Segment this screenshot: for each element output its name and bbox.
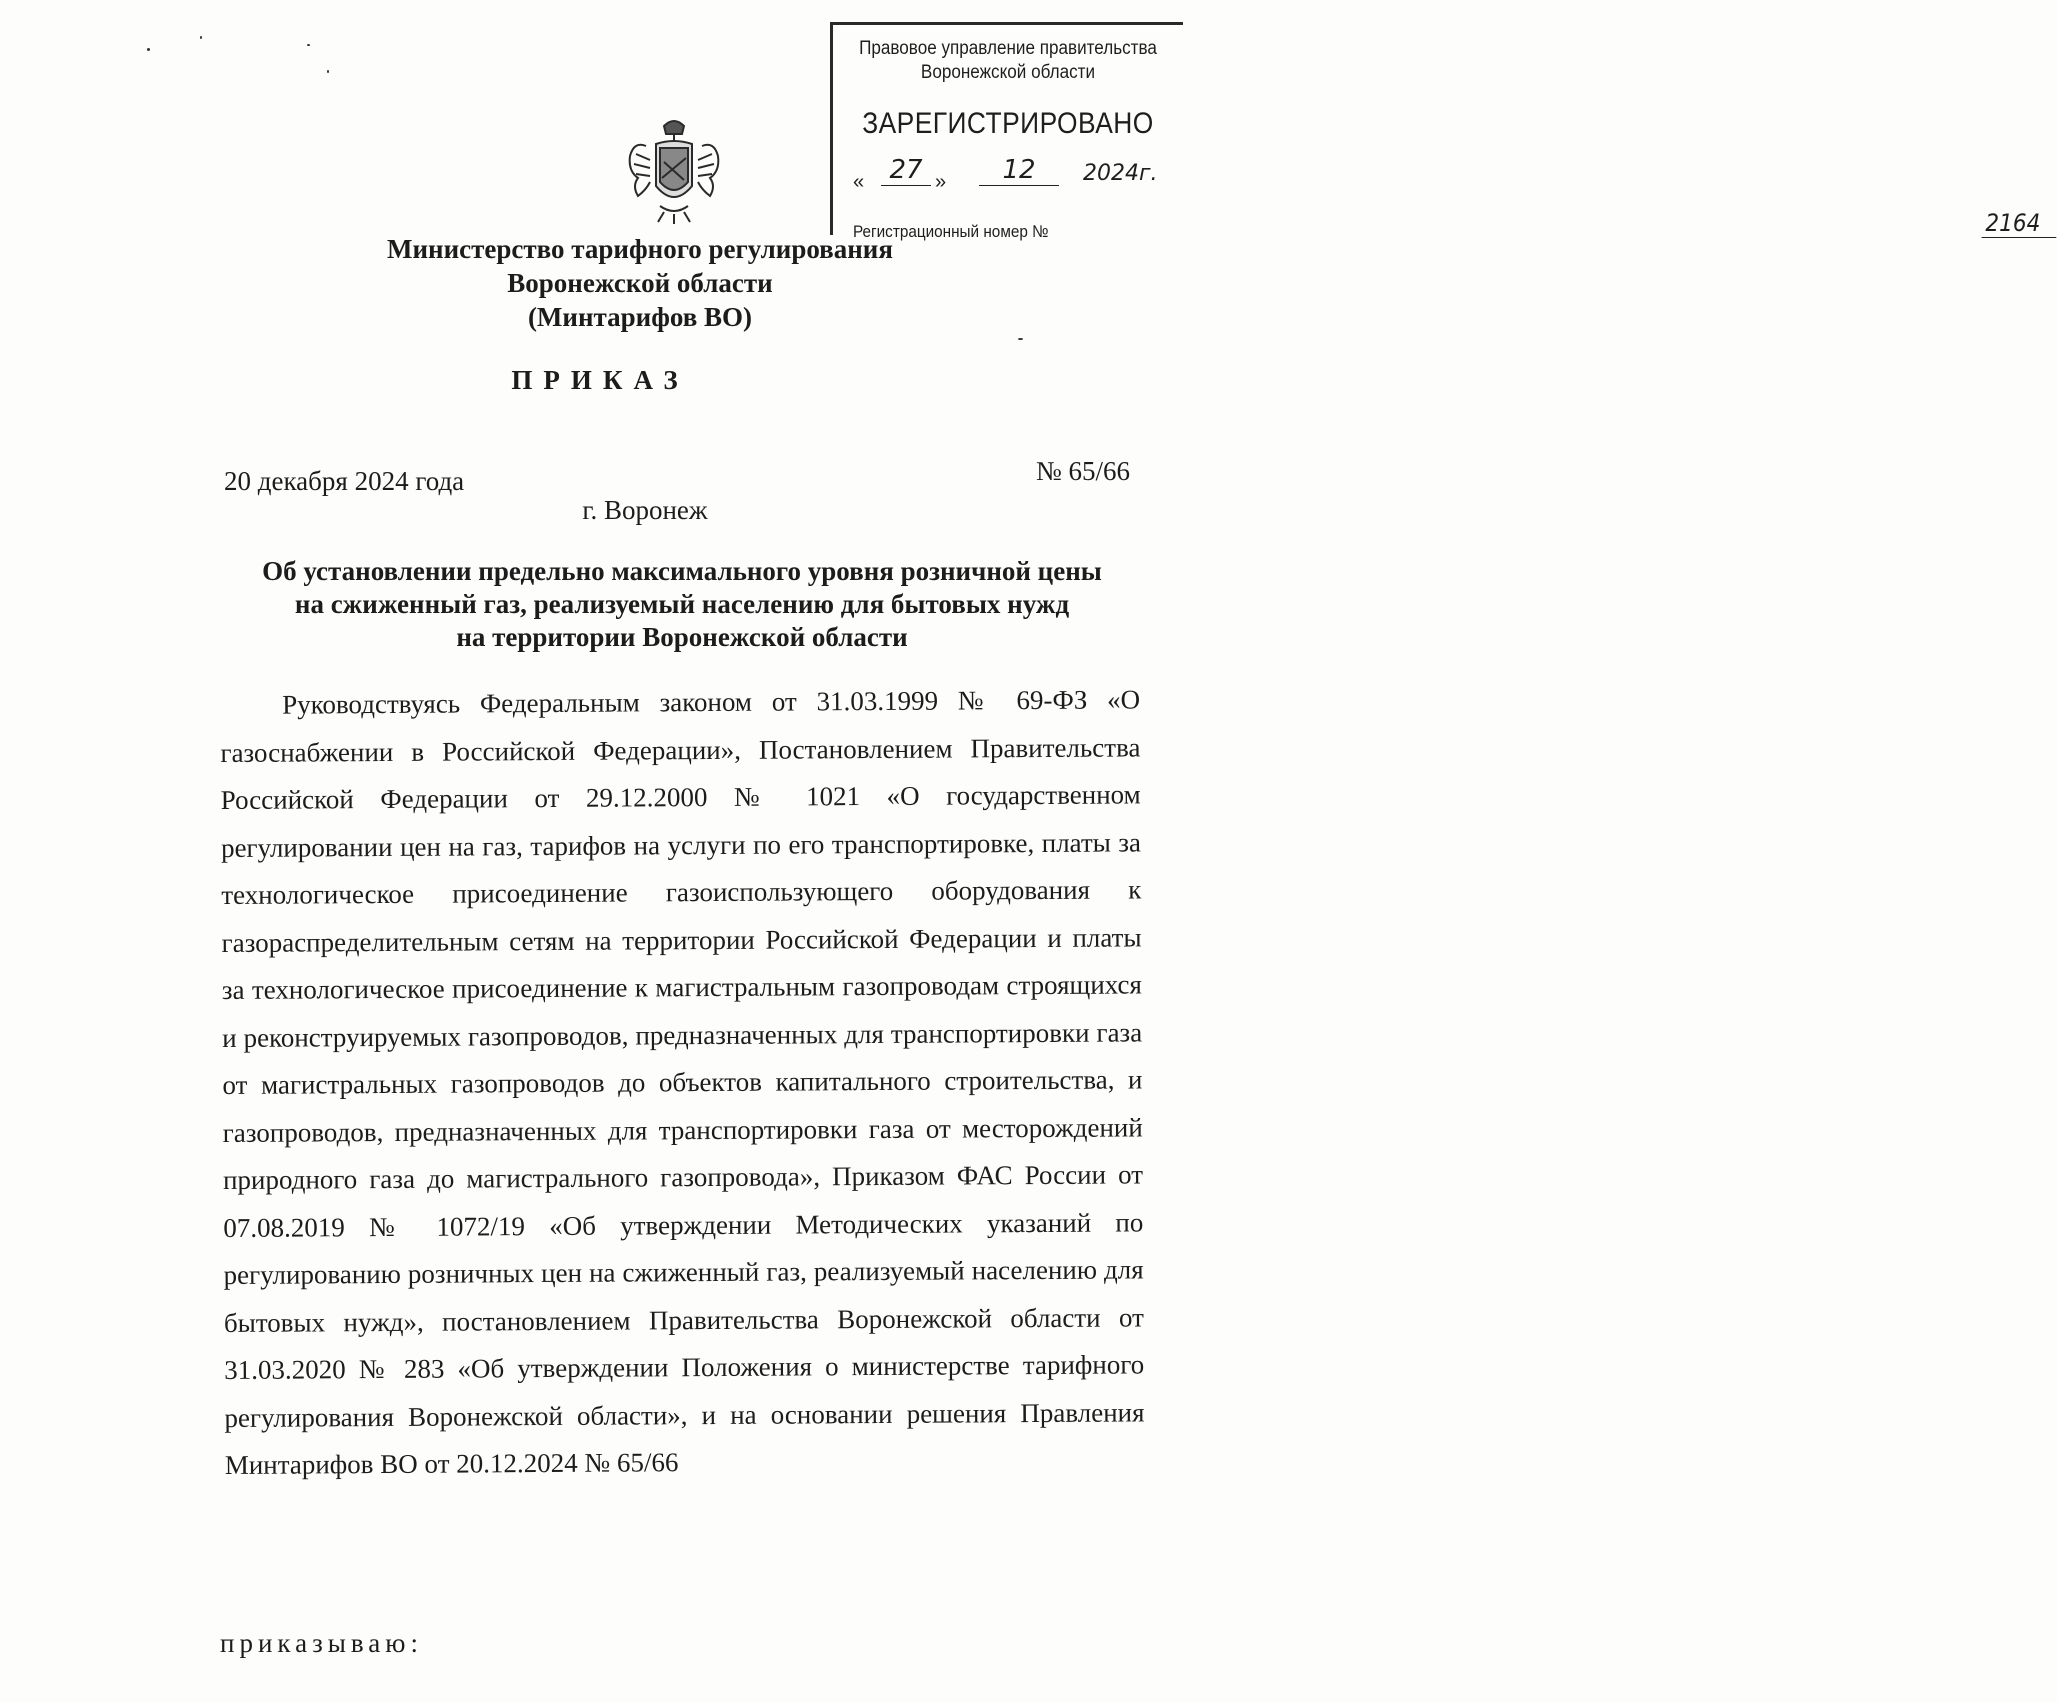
stamp-year-suffix: 24 (1111, 161, 1139, 186)
stamp-date (853, 155, 1173, 195)
registration-stamp (830, 22, 2041, 241)
stamp-quote-close: » (935, 171, 947, 193)
stamp-year (1083, 161, 1158, 186)
stamp-department: Правовое управление правительства (859, 38, 1157, 59)
scan-speck (147, 48, 150, 51)
stamp-day: 27 (881, 155, 931, 186)
organization-name (380, 232, 900, 334)
document-city: г. Воронеж (582, 495, 708, 525)
stamp-regno-value: 2164 (1982, 209, 2057, 238)
document-type: ПРИКАЗ (511, 365, 689, 395)
scan-speck (327, 70, 329, 73)
scan-speck (1018, 338, 1023, 340)
stamp-year-prefix: 20 (1083, 161, 1111, 186)
stamp-registered: ЗАРЕГИСТРИРОВАНО (862, 107, 1154, 140)
scan-speck (200, 36, 202, 39)
heading-line-2: на сжиженный газ, реализуемый населению для бытовых нужд (294, 589, 1070, 619)
heading-line-3: на территории Воронежской области (456, 622, 908, 652)
scan-speck (307, 44, 310, 46)
preamble-paragraph: Руководствуясь Федеральным законом от 31.03.1999 № 69-ФЗ «О газоснабжении в Российской Федерации», Постановлением Правительства Российской Федерации от 29.12.2000 № 1021 «О государственном регулировании цен на газ, тарифов на услуги по его транспортировке, платы за технологическое присоединение газоиспользующего оборудования к газораспределительным сетям на территории Российской Федерации и платы за технологическое присоединение к магистральным газопроводам строящихся и реконструируемых газопроводов, предназначенных для транспортировки газа от магистральных газопроводов до объектов капитального строительства, и газопроводов, предназначенных для транспортировки газа от месторождений природного газа до магистрального газопровода», Приказом ФАС России от 07.08.2019 № 1072/19 «Об утверждении Методических указаний по регулированию розничных цен на сжиженный газ, реализуемый населению для бытовых нужд», постановлением Правительства Воронежской области от 31.03.2020 № 283 «Об утверждении Положения о министерстве тарифного регулирования Воронежской области», и на основании решения Правления Минтарифов ВО от 20.12.2024 № 65/66 (220, 684, 1145, 1480)
heading-line-1: Об установлении предельно максимального уровня розничной цены (262, 556, 1102, 586)
coat-of-arms-icon (624, 116, 724, 226)
document-heading (232, 555, 1132, 654)
org-line-1: Министерство тарифного регулирования (387, 234, 893, 264)
stamp-year-unit: г. (1139, 161, 1158, 186)
document-number: № 65/66 (1035, 456, 1130, 486)
org-line-2: Воронежской области (507, 268, 773, 298)
stamp-region: Воронежской области (920, 62, 1096, 83)
stamp-quote-open: « (853, 171, 865, 193)
document-date: 20 декабря 2024 года (224, 466, 465, 496)
stamp-regno-label: Регистрационный номер № (853, 222, 1049, 241)
stamp-month: 12 (979, 155, 1059, 186)
orders-line: приказываю: (220, 1628, 423, 1658)
org-line-3: (Минтарифов ВО) (527, 302, 753, 332)
